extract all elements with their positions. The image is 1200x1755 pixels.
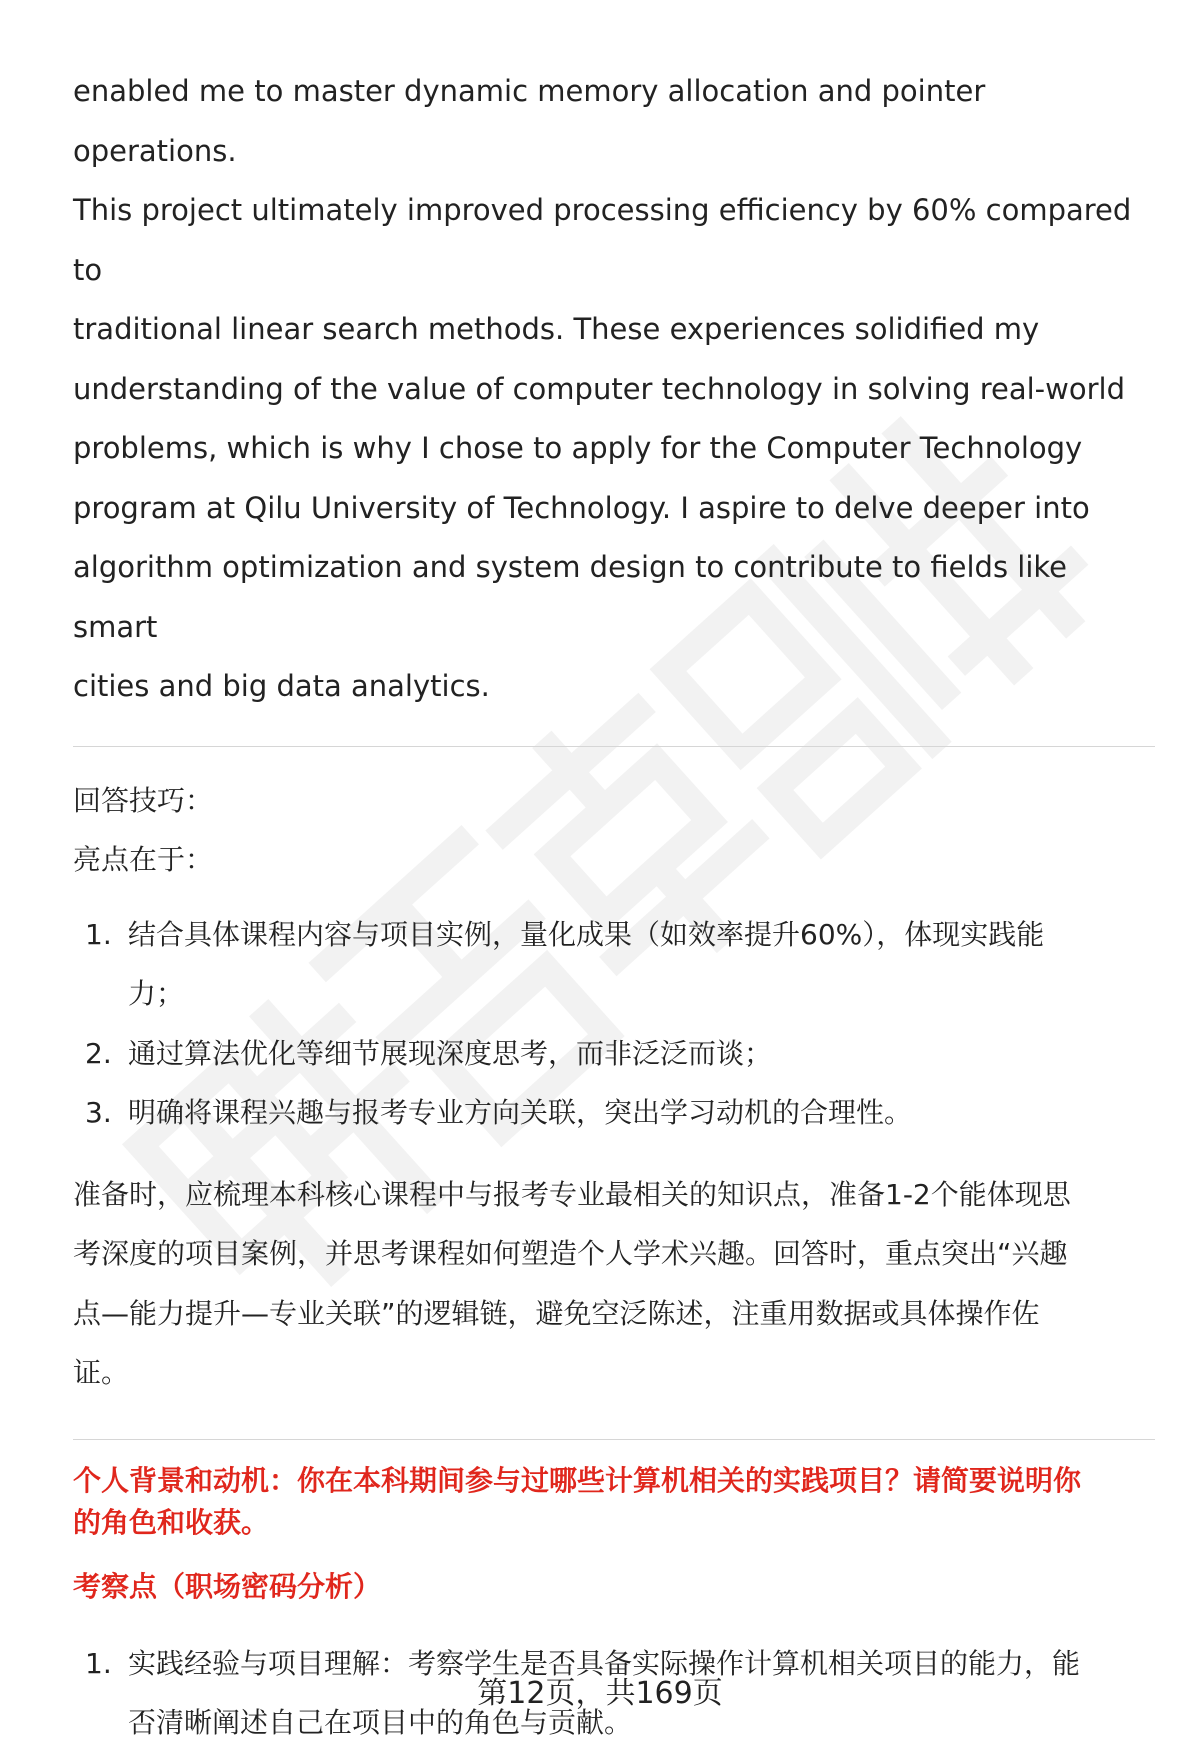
- prep-line: 考深度的项目案例，并思考课程如何塑造个人学术兴趣。回答时，重点突出“兴趣: [73, 1237, 1068, 1270]
- english-line: algorithm optimization and system design to contribute to fields like smart: [73, 550, 1068, 644]
- list-item: [73, 1024, 1155, 1084]
- prep-line: 点—能力提升—专业关联”的逻辑链，避免空泛陈述，注重用数据或具体操作佐: [73, 1296, 1040, 1330]
- english-line: cities and big data analytics.: [73, 669, 490, 703]
- english-line: understanding of the value of computer technology in solving real-world: [73, 371, 1126, 406]
- english-line: enabled me to master dynamic memory allocation and pointer operations.: [73, 74, 986, 168]
- tips-heading: 回答技巧：: [73, 783, 214, 817]
- list-number: 3.: [85, 1096, 112, 1129]
- page-indicator: 第12页，共169页: [477, 1676, 723, 1711]
- list-item: [73, 1083, 1155, 1143]
- list-text: 实践经验与项目理解：考察学生是否具备实际操作计算机相关项目的能力，能: [128, 1646, 1081, 1680]
- content: [73, 62, 1155, 1753]
- list-text: 否清晰阐述自己在项目中的角色与贡献。: [128, 1706, 633, 1739]
- question-line: 个人背景和动机：你在本科期间参与过哪些计算机相关的实践项目？请简要说明你: [73, 1463, 1082, 1497]
- list-text: 明确将课程兴趣与报考专业方向关联，突出学习动机的合理性。: [128, 1096, 913, 1129]
- list-text: 力；: [128, 977, 185, 1010]
- question-line: 的角色和收获。: [73, 1505, 270, 1539]
- list-item: [73, 905, 1155, 1024]
- highlights-list: [73, 905, 1155, 1143]
- exam-point-heading: 考察点（职场密码分析）: [73, 1569, 382, 1603]
- prep-paragraph: [73, 1165, 1155, 1403]
- list-number: 1.: [85, 917, 112, 951]
- english-line: traditional linear search methods. These experiences solidified my: [73, 312, 1040, 346]
- prep-line: 准备时，应梳理本科核心课程中与报考专业最相关的知识点，准备1-2个能体现思: [73, 1177, 1071, 1211]
- english-line: This project ultimately improved processing efficiency by 60% compared to: [73, 193, 1132, 287]
- highlights-heading: 亮点在于：: [73, 843, 214, 876]
- english-line: program at Qilu University of Technology. I aspire to delve deeper into: [73, 490, 1090, 525]
- prep-line: 证。: [73, 1356, 130, 1389]
- list-number: 1.: [85, 1646, 112, 1680]
- english-paragraph: [73, 62, 1155, 717]
- list-text: 结合具体课程内容与项目实例，量化成果（如效率提升60%），体现实践能: [128, 917, 1045, 951]
- list-text: 通过算法优化等细节展现深度思考，而非泛泛而谈；: [128, 1036, 773, 1070]
- question-title: [73, 1460, 1155, 1544]
- english-line: problems, which is why I chose to apply for the Computer Technology: [73, 431, 1083, 465]
- list-number: 2.: [85, 1036, 112, 1070]
